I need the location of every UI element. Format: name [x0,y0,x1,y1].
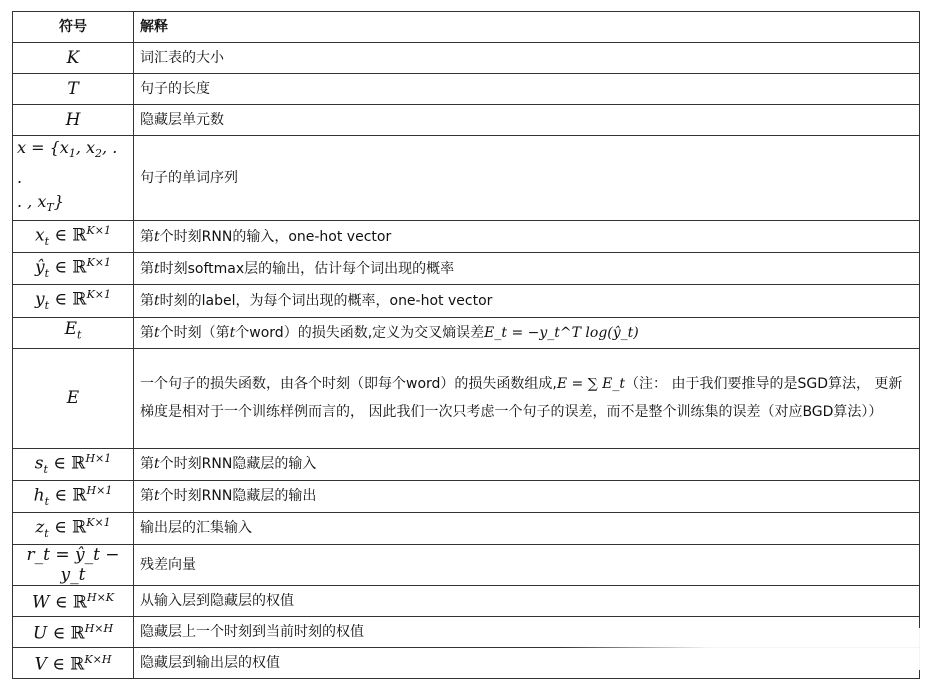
sum-formula: E = ∑ E_t [556,376,626,393]
description-cell [134,317,920,348]
symbol-part: } [53,192,64,212]
desc-text: 个时刻RNN的输入，one-hot vector [159,228,392,245]
symbol-cell [13,253,134,285]
symbol-rel: ∈ ℝ [47,623,85,644]
desc-text: 第 [140,488,154,505]
symbol-sub: T [46,201,54,215]
desc-text: 一个句子的损失函数，由各个时刻（即每个word）的损失函数组成, [140,376,557,393]
desc-text: 第 [140,324,154,341]
symbol-base: y [35,290,45,311]
table-row [13,221,920,253]
desc-text: 第 [140,292,154,309]
symbol-sub: t [77,328,82,342]
symbol-rel: ∈ ℝ [49,258,87,279]
table-row [13,585,920,616]
desc-var: t [154,292,160,309]
symbol-cell: T [13,74,134,105]
symbol-cell [13,448,134,480]
description-cell: 隐藏层上一个时刻到当前时刻的权值 [134,616,920,647]
symbol-sub: t [44,526,49,540]
symbol-sup: K×H [84,653,112,667]
symbol-sub: t [44,299,50,313]
symbol-base: z [35,517,45,538]
symbol-cell [13,616,134,647]
description-cell: 残差向量 [134,544,920,585]
symbol-base: x [35,226,45,247]
description-cell: 输出层的汇集输入 [134,512,920,544]
symbol-part: x = {x [17,138,69,157]
symbol-rel: ∈ ℝ [49,485,87,506]
symbol-sup: K×1 [86,224,111,238]
loss-formula: E_t = −y_t^T log(ŷ_t) [484,324,639,341]
description-cell [134,253,920,285]
notation-table [12,11,920,679]
desc-text: 个时刻RNN隐藏层的输入 [159,456,317,473]
symbol-base: V [34,654,47,675]
header-symbol: 符号 [13,12,134,43]
description-cell [134,348,920,448]
table-row [13,348,920,448]
table-row [13,105,920,136]
symbol-cell: H [13,105,134,136]
symbol-sup: H×H [84,622,114,636]
symbol-base: E [64,319,77,340]
symbol-cell [13,285,134,317]
symbol-cell [13,647,134,678]
desc-text: 时刻softmax层的输出，估计每个词出现的概率 [159,260,455,277]
table-row [13,285,920,317]
symbol-sup: K×1 [86,288,111,302]
symbol-base: s [34,453,44,474]
description-cell [134,480,920,512]
desc-var: t [154,324,160,341]
desc-var: t [154,228,160,245]
desc-var: t [154,488,160,505]
desc-var: t [229,324,236,341]
description-cell: 隐藏层到输出层的权值 [134,647,920,678]
symbol-sub: t [44,235,50,249]
symbol-part: , x [75,138,96,157]
symbol-rel: ∈ ℝ [48,517,87,538]
table-row [13,544,920,585]
symbol-sup: H×1 [86,483,113,497]
symbol-sup: K×1 [86,256,111,270]
symbol-rel: ∈ ℝ [49,290,87,311]
description-cell [134,285,920,317]
symbol-cell: r_t = ŷ_t − y_t [13,544,134,585]
table-row [13,136,920,221]
table-row [13,317,920,348]
description-cell [134,448,920,480]
desc-text: 第 [140,260,154,277]
header-row [13,12,920,43]
symbol-sup: H×1 [85,451,112,465]
table-row [13,253,920,285]
symbol-rel: ∈ ℝ [49,226,87,247]
desc-text: 个时刻（第 [159,324,230,341]
desc-text: 时刻的label，为每个词出现的概率，one-hot vector [159,292,493,309]
symbol-cell [13,480,134,512]
symbol-sub: 2 [95,147,103,161]
symbol-base: U [32,623,48,644]
desc-var: t [154,260,160,277]
description-cell: 词汇表的大小 [134,43,920,74]
desc-text: 个时刻RNN隐藏层的输出 [159,488,317,505]
symbol-sub: t [44,267,50,281]
description-cell: 句子的单词序列 [134,136,920,221]
symbol-sub: t [43,462,48,476]
symbol-base: W [31,592,50,613]
desc-text: （注： 由于我们要推导的是SGD算法， 更新梯度是相对于一个训练样例而言的， 因此我们一次只考虑一个句子的误差，而不是整个训练集的误差（对应BGD算法）） [140,376,903,421]
symbol-cell: E [13,348,134,448]
description-cell: 隐藏层单元数 [134,105,920,136]
desc-text: 第 [140,456,154,473]
table-row [13,616,920,647]
symbol-rel: ∈ ℝ [46,654,85,675]
description-cell: 句子的长度 [134,74,920,105]
symbol-part: . , x [17,192,47,212]
symbol-sup: K×1 [86,515,111,529]
symbol-cell [13,512,134,544]
symbol-part: , . . [17,138,118,188]
desc-text: 第 [140,228,154,245]
symbol-cell [13,585,134,616]
symbol-sub: 1 [68,147,76,161]
desc-text: 个word）的损失函数,定义为交叉熵误差 [235,324,485,341]
description-cell [134,221,920,253]
symbol-cell [13,221,134,253]
symbol-sub: t [44,494,50,508]
table-row [13,448,920,480]
table-row [13,647,920,678]
symbol-cell: K [13,43,134,74]
header-explanation: 解释 [134,12,920,43]
symbol-cell [13,317,134,348]
desc-var: t [154,456,160,473]
symbol-base: ŷ [35,258,45,279]
table-row [13,480,920,512]
description-cell: 从输入层到隐藏层的权值 [134,585,920,616]
table-row [13,512,920,544]
symbol-base: h [33,485,45,506]
symbol-sup: H×K [86,591,115,605]
table-row [13,43,920,74]
symbol-rel: ∈ ℝ [49,592,87,613]
table-row [13,74,920,105]
symbol-cell [13,136,134,221]
symbol-rel: ∈ ℝ [47,453,86,474]
